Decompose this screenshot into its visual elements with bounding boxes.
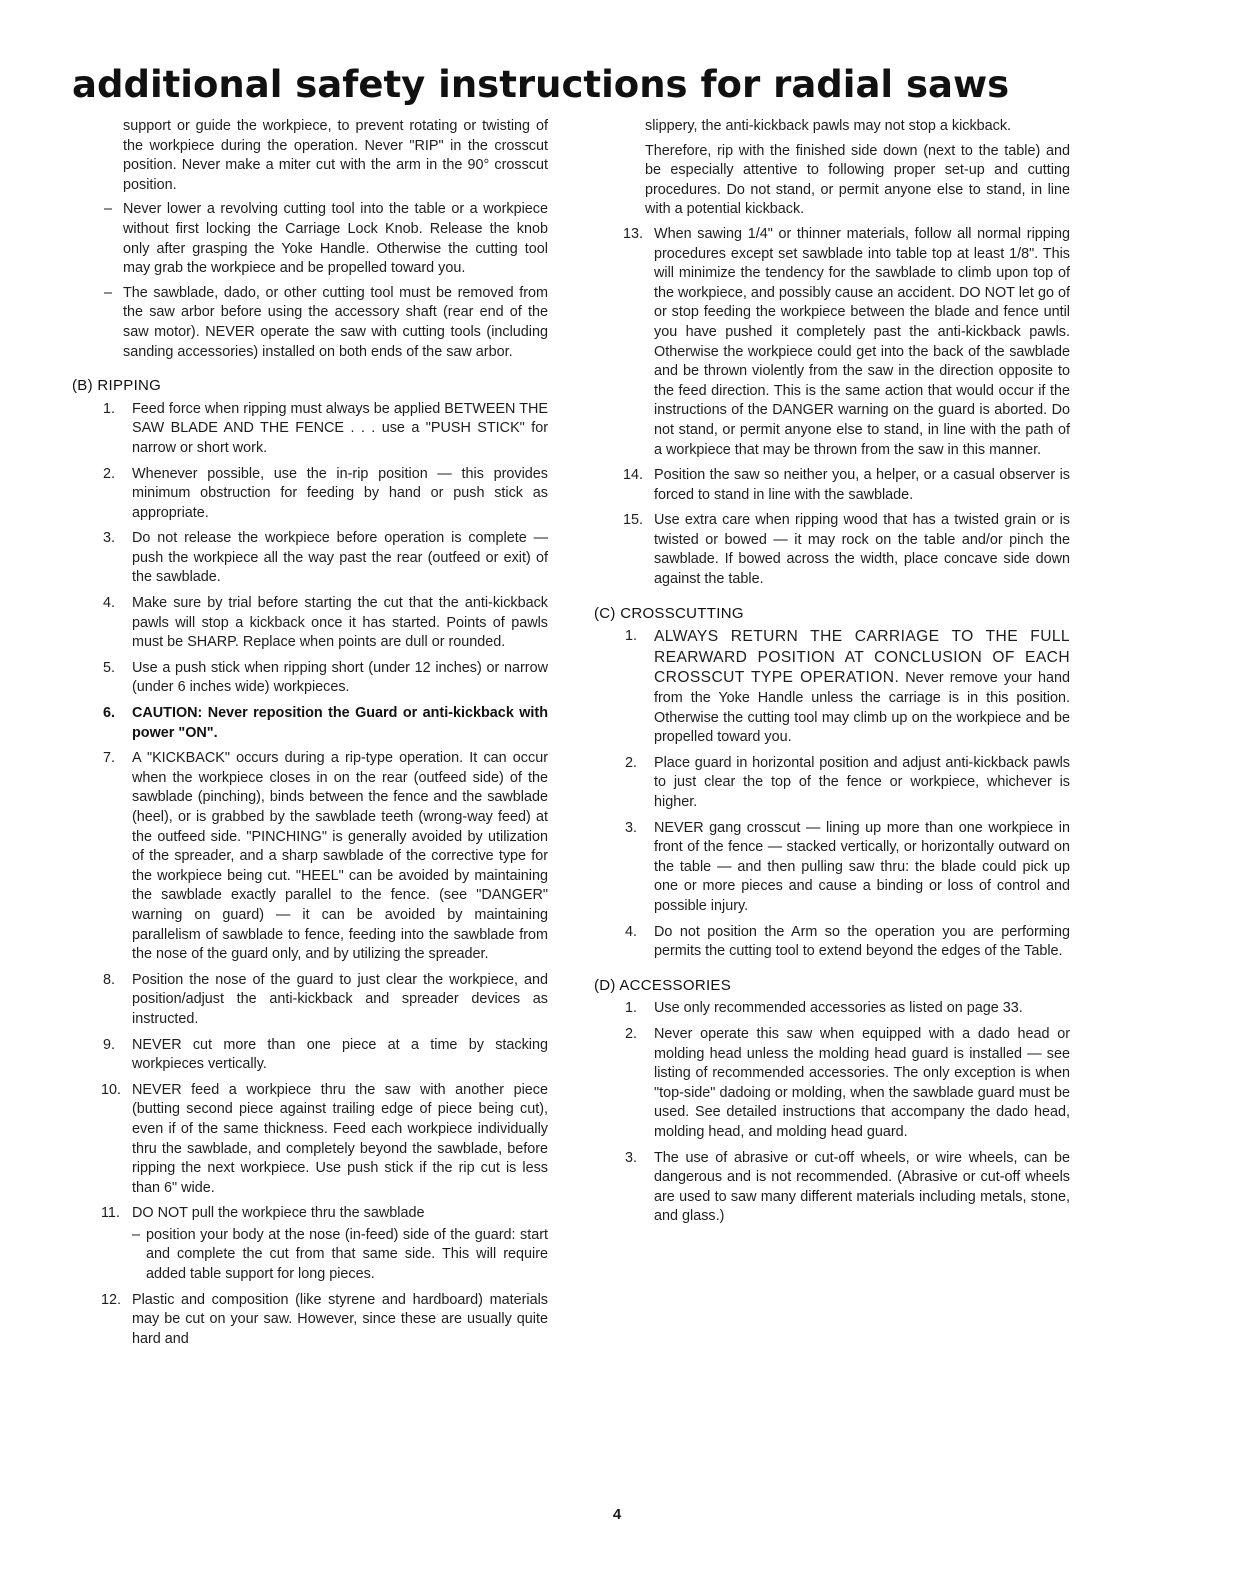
item-text: Use a push stick when ripping short (under 12 inches) or narrow (under 6 inches wide) workpieces.	[132, 659, 548, 696]
sub-item-text: position your body at the nose (in-feed) side of the guard: start and complete the cut from that same side. This will require added table support for long pieces.	[146, 1226, 548, 1283]
item-number: 1.	[625, 1000, 638, 1017]
item-number: 3.	[625, 819, 638, 836]
caution-item	[72, 704, 548, 743]
list-item	[72, 659, 548, 698]
list-item	[72, 1036, 548, 1075]
item-text: NEVER gang crosscut — lining up more than one workpiece in front of the fence — stacked vertically, or horizontally outward on the table — and then pulling saw thru: the blade could pick up one or more pieces and cause a binding or loss of control and possible injury.	[654, 819, 1070, 914]
dash-item-text: Never lower a revolving cutting tool into the table or a workpiece without first locking the Carriage Lock Knob. Release the knob only after grasping the Yoke Handle. Otherwise the cutting tool may grab the workpiece and be propelled toward you.	[123, 201, 548, 277]
list-item	[594, 627, 1070, 748]
item-number: 14.	[623, 467, 644, 484]
left-column	[72, 117, 548, 1355]
list-item	[72, 749, 548, 965]
list-item	[594, 999, 1070, 1019]
sub-item	[132, 1226, 548, 1285]
item-caps-text: ALWAYS RETURN THE CARRIAGE TO THE FULL REARWARD POSITION AT CONCLUSION OF EACH CROSSCUT TYPE OPERATION.	[654, 628, 1070, 687]
right-column	[594, 117, 1070, 1233]
item-text: Never remove your hand from the Yoke Handle unless the carriage is in this position. Otherwise the cutting tool may climb up on the workpiece and be propelled toward you.	[654, 670, 1070, 746]
item-number: 8.	[103, 971, 116, 988]
dash-marker: –	[132, 1226, 141, 1243]
continued-paragraph: support or guide the workpiece, to prevent rotating or twisting of the workpiece during the operation. Never "RIP" in the crosscut position. Never make a miter cut with the arm in the 90° crosscut position.	[123, 118, 548, 193]
item-number: 2.	[625, 1025, 638, 1042]
item-text: When sawing 1/4" or thinner materials, follow all normal ripping procedures except set sawblade into table top at least 1/8". This will minimize the tendency for the sawblade to climb upon top of the workpiece, and possibly cause an accident. DO NOT let go of or stop feeding the workpiece between the blade and fence until you have pushed it completely past the anti-kickback pawls. Otherwise the workpiece could get into the back of the sawblade and be thrown violently from the saw in the direction opposite to the feed direction. This is the same action that would occur if the instructions of the DANGER warning on the guard is aborted. Do not stand, or permit anyone else to stand, in line with the path of a workpiece that may be thrown from the saw in this manner.	[654, 225, 1070, 458]
section-heading-accessories: (D) ACCESSORIES	[594, 976, 732, 994]
item-text: Use extra care when ripping wood that has a twisted grain or is twisted or bowed — it may rock on the table and/or pinch the sawblade. If bowed across the width, place concave side down against the table.	[654, 512, 1070, 588]
continued-paragraph: slippery, the anti-kickback pawls may not stop a kickback.	[645, 118, 1012, 134]
item-number: 12.	[101, 1291, 122, 1308]
dash-item-text: The sawblade, dado, or other cutting tool must be removed from the saw arbor before using the accessory shaft (rear end of the saw motor). NEVER operate the saw with cutting tools (including sanding accessories) installed on both ends of the saw arbor.	[123, 284, 548, 360]
list-item	[594, 1149, 1070, 1227]
list-item	[594, 225, 1070, 460]
item-number: 2.	[625, 754, 638, 771]
list-item	[594, 466, 1070, 505]
list-item	[72, 529, 548, 588]
item-text: CAUTION: Never reposition the Guard or anti-kickback with power "ON".	[132, 705, 548, 741]
section-heading-ripping: (B) RIPPING	[72, 377, 162, 395]
item-text: NEVER cut more than one piece at a time by stacking workpieces vertically.	[132, 1036, 548, 1073]
item-number: 1.	[103, 400, 116, 417]
item-text: DO NOT pull the workpiece thru the sawblade	[132, 1205, 425, 1222]
item-text: Position the nose of the guard to just clear the workpiece, and position/adjust the anti-kickback and spreader devices as instructed.	[132, 971, 548, 1027]
list-item	[594, 923, 1070, 962]
list-item	[72, 465, 548, 524]
dash-item	[72, 200, 548, 278]
item-text: The use of abrasive or cut-off wheels, or wire wheels, can be dangerous and is not recommended. (Abrasive or cut-off wheels are used to saw many different materials including metals, stone, and glass.)	[654, 1149, 1070, 1225]
item-number: 3.	[625, 1149, 638, 1166]
dash-item	[72, 284, 548, 362]
item-text: Use only recommended accessories as listed on page 33.	[654, 1000, 1023, 1017]
section-heading-crosscutting: (C) CROSSCUTTING	[594, 604, 744, 622]
list-item	[72, 971, 548, 1030]
item-text: Make sure by trial before starting the cut that the anti-kickback pawls will stop a kickback once it has started. Points of pawls must be SHARP. Replace when points are dull or rounded.	[132, 595, 548, 651]
item-number: 10.	[101, 1081, 122, 1098]
list-item	[72, 1081, 548, 1199]
item-text: Do not release the workpiece before operation is complete — push the workpiece all the way past the rear (outfeed or exit) of the sawblade.	[132, 530, 548, 586]
page-title: additional safety instructions for radial saws	[72, 63, 1010, 106]
list-item	[594, 511, 1070, 589]
item-number: 1.	[625, 628, 638, 645]
item-text: Never operate this saw when equipped with a dado head or molding head unless the molding head guard is installed — see listing of recommended accessories. The only exception is when "top-side" dadoing or molding, when the sawblade guard must be used. See detailed instructions that accompany the dado head, molding head, and molding head guard.	[654, 1025, 1070, 1140]
item-text: Plastic and composition (like styrene and hardboard) materials may be cut on your saw. However, since these are usually quite hard and	[132, 1291, 548, 1347]
list-item	[72, 1291, 548, 1350]
dash-marker: –	[104, 201, 113, 218]
item-text: Whenever possible, use the in-rip position — this provides minimum obstruction for feeding by hand or push stick as appropriate.	[132, 465, 548, 521]
dash-marker: –	[104, 284, 113, 301]
list-item	[72, 400, 548, 459]
item-number: 4.	[103, 595, 116, 612]
item-number: 15.	[623, 512, 644, 529]
list-item	[594, 1025, 1070, 1143]
list-item	[594, 819, 1070, 917]
list-item	[72, 1204, 548, 1284]
item-text: Do not position the Arm so the operation you are performing permits the cutting tool to extend beyond the edges of the Table.	[654, 923, 1070, 960]
item-number: 6.	[103, 705, 116, 722]
item-number: 11.	[101, 1205, 120, 1222]
item-number: 9.	[103, 1036, 116, 1053]
item-text: Feed force when ripping must always be applied BETWEEN THE SAW BLADE AND THE FENCE . . . use a "PUSH STICK" for narrow or short work.	[132, 400, 548, 456]
item-text: Position the saw so neither you, a helper, or a casual observer is forced to stand in line with the sawblade.	[654, 467, 1070, 503]
item-number: 3.	[103, 530, 116, 547]
page-number: 4	[612, 1506, 622, 1523]
list-item	[72, 594, 548, 653]
item-number: 7.	[103, 750, 116, 767]
item-number: 13.	[623, 225, 644, 242]
item-number: 2.	[103, 465, 116, 482]
item-text: Place guard in horizontal position and adjust anti-kickback pawls to just clear the top of the fence or workpiece, whichever is higher.	[654, 754, 1070, 810]
item-number: 5.	[103, 659, 116, 676]
continued-paragraph: Therefore, rip with the finished side down (next to the table) and be especially attentive to following proper set-up and cutting procedures. Do not stand, or permit anyone else to stand, in line with a potential kickback.	[645, 142, 1070, 218]
item-text: NEVER feed a workpiece thru the saw with another piece (butting second piece against trailing edge of piece being cut), even if of the same thickness. Feed each workpiece individually thru the sawblade, and completely beyond the sawblade, before ripping the next workpiece. Use push stick if the rip cut is less than 6" wide.	[132, 1081, 548, 1196]
item-number: 4.	[625, 923, 638, 940]
list-item	[594, 754, 1070, 813]
item-text: A "KICKBACK" occurs during a rip-type operation. It can occur when the workpiece closes in on the rear (outfeed side) of the sawblade (pinching), binds between the fence and the sawblade (heel), or is grabbed by the sawblade teeth (wrong-way feed) at the outfeed side. "PINCHING" is generally avoided by utilization of the spreader, and a sharp sawblade of the corrective type for the workpiece being cut. "HEEL" can be avoided by maintaining the sawblade exactly parallel to the fence. (see "DANGER" warning on guard) — it can be avoided by maintaining parallelism of sawblade to fence, feeding into the sawblade from the nose of the guard only, and by utilizing the spreader.	[132, 750, 548, 963]
